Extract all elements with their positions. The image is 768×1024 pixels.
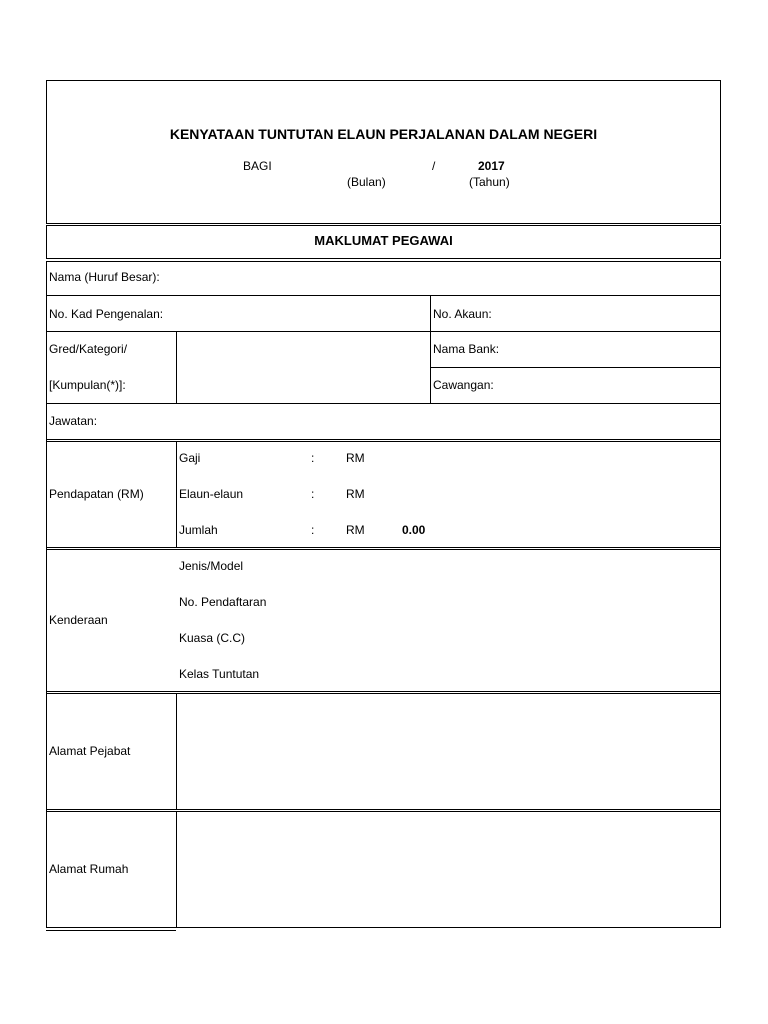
- nama-label: Nama (Huruf Besar):: [49, 270, 160, 284]
- no-pendaftaran-label: No. Pendaftaran: [179, 595, 267, 609]
- kenderaan-label: Kenderaan: [49, 613, 108, 627]
- nama-bank-label: Nama Bank:: [433, 342, 500, 356]
- kad-pengenalan-label: No. Kad Pengenalan:: [49, 307, 164, 321]
- jumlah-currency: RM: [346, 523, 365, 537]
- date-slash: /: [432, 159, 436, 173]
- jenis-model-label: Jenis/Model: [179, 559, 244, 573]
- gaji-label: Gaji: [179, 451, 201, 465]
- row-divider: [46, 403, 721, 404]
- row-divider: [46, 331, 721, 332]
- section-title: MAKLUMAT PEGAWAI: [314, 233, 453, 248]
- alamat-rumah-label: Alamat Rumah: [49, 862, 129, 876]
- kuasa-label: Kuasa (C.C): [179, 631, 246, 645]
- gred-label: Gred/Kategori/: [49, 342, 128, 356]
- row-divider: [46, 811, 721, 812]
- akaun-label: No. Akaun:: [433, 307, 492, 321]
- column-divider: [176, 811, 177, 928]
- column-divider: [176, 331, 177, 403]
- form-title: KENYATAAN TUNTUTAN ELAUN PERJALANAN DALAM NEGERI: [169, 126, 598, 142]
- pendapatan-label: Pendapatan (RM): [49, 487, 144, 501]
- elaun-label: Elaun-elaun: [179, 487, 244, 501]
- cawangan-label: Cawangan:: [433, 378, 494, 392]
- alamat-pejabat-label: Alamat Pejabat: [49, 744, 131, 758]
- row-divider: [46, 295, 721, 296]
- bulan-caption: (Bulan): [347, 175, 386, 189]
- row-divider: [46, 549, 721, 550]
- column-divider: [430, 295, 431, 403]
- row-divider: [46, 691, 721, 692]
- row-divider: [431, 367, 721, 368]
- jumlah-colon: :: [311, 523, 315, 537]
- jawatan-label: Jawatan:: [49, 414, 98, 428]
- kelas-tuntutan-label: Kelas Tuntutan: [179, 667, 260, 681]
- elaun-currency: RM: [346, 487, 365, 501]
- column-divider: [176, 693, 177, 809]
- row-divider: [46, 441, 721, 442]
- kumpulan-label: [Kumpulan(*)]:: [49, 378, 126, 392]
- year-value: 2017: [478, 159, 505, 173]
- gaji-colon: :: [311, 451, 315, 465]
- jumlah-value: 0.00: [402, 523, 426, 537]
- row-divider: [46, 439, 721, 440]
- column-divider: [176, 441, 177, 547]
- row-divider: [46, 930, 176, 931]
- elaun-colon: :: [311, 487, 315, 501]
- gaji-currency: RM: [346, 451, 365, 465]
- row-divider: [46, 809, 721, 810]
- row-divider: [46, 693, 721, 694]
- bagi-label: BAGI: [243, 159, 272, 173]
- form-grid: [46, 261, 721, 928]
- row-divider: [46, 547, 721, 548]
- form-header-box: [46, 80, 721, 224]
- jumlah-label: Jumlah: [179, 523, 218, 537]
- tahun-caption: (Tahun): [469, 175, 510, 189]
